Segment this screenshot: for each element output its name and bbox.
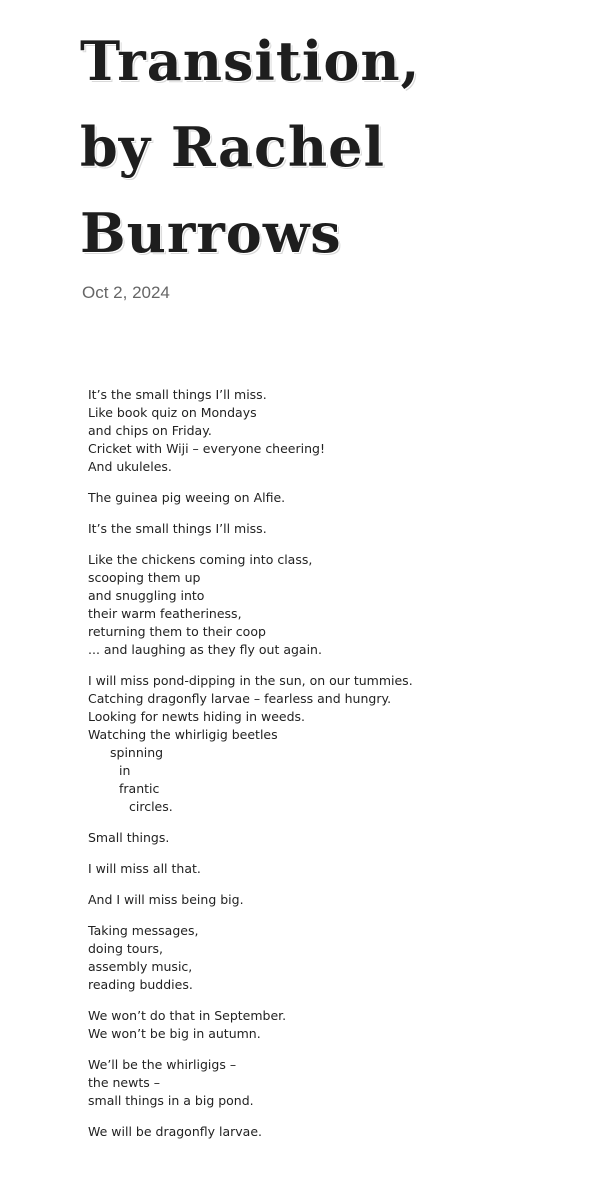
poem-line: and chips on Friday. — [88, 423, 212, 438]
poem-line: Like the chickens coming into class, — [88, 552, 313, 567]
poem-line: And ukuleles. — [88, 459, 172, 474]
poem-line: ... and laughing as they fly out again. — [88, 642, 322, 657]
poem-body — [88, 386, 558, 1154]
poem-line: Cricket with Wiji – everyone cheering! — [88, 441, 325, 456]
poem-stanza — [88, 386, 558, 476]
poem-line: the newts – — [88, 1075, 160, 1090]
poem-stanza — [88, 1123, 558, 1141]
poem-stanza — [88, 1056, 558, 1110]
poem-line: We won’t be big in autumn. — [88, 1026, 261, 1041]
post-title-line: Burrows — [80, 201, 342, 265]
poem-line: Taking messages, — [88, 923, 199, 938]
poem-line: returning them to their coop — [88, 624, 266, 639]
poem-line: spinning — [110, 745, 164, 760]
poem-line: Catching dragonfly larvae – fearless and hungry. — [88, 691, 392, 706]
poem-line: I will miss all that. — [88, 861, 201, 876]
poem-stanza — [88, 860, 558, 878]
poem-line: small things in a big pond. — [88, 1093, 254, 1108]
poem-stanza — [88, 489, 558, 507]
poem-line: frantic — [119, 781, 160, 796]
post-title — [80, 18, 590, 276]
poem-line: And I will miss being big. — [88, 892, 244, 907]
poem-stanza — [88, 520, 558, 538]
poem-line: circles. — [129, 799, 173, 814]
poem-stanza — [88, 672, 558, 816]
poem-line: We’ll be the whirligigs – — [88, 1057, 237, 1072]
poem-line: Looking for newts hiding in weeds. — [88, 709, 305, 724]
poem-stanza — [88, 891, 558, 909]
post-date: Oct 2, 2024 — [82, 283, 170, 302]
poem-line: It’s the small things I’ll miss. — [88, 387, 267, 402]
poem-stanza — [88, 829, 558, 847]
poem-line: We won’t do that in September. — [88, 1008, 287, 1023]
poem-line: doing tours, — [88, 941, 163, 956]
post-title-line: Transition, — [80, 29, 421, 93]
poem-line: reading buddies. — [88, 977, 193, 992]
poem-line: scooping them up — [88, 570, 201, 585]
poem-line: We will be dragonfly larvae. — [88, 1124, 262, 1139]
poem-line: Like book quiz on Mondays — [88, 405, 257, 420]
poem-line: I will miss pond-dipping in the sun, on our tummies. — [88, 673, 413, 688]
poem-line: and snuggling into — [88, 588, 205, 603]
poem-line: It’s the small things I’ll miss. — [88, 521, 267, 536]
poem-stanza — [88, 551, 558, 659]
poem-line: assembly music, — [88, 959, 193, 974]
poem-stanza — [88, 1007, 558, 1043]
poem-line: Watching the whirligig beetles — [88, 727, 278, 742]
poem-line: Small things. — [88, 830, 170, 845]
post-title-line: by Rachel — [80, 115, 386, 179]
poem-stanza — [88, 922, 558, 994]
poem-line: The guinea pig weeing on Alfie. — [88, 490, 286, 505]
poem-line: in — [119, 763, 131, 778]
poem-line: their warm featheriness, — [88, 606, 242, 621]
